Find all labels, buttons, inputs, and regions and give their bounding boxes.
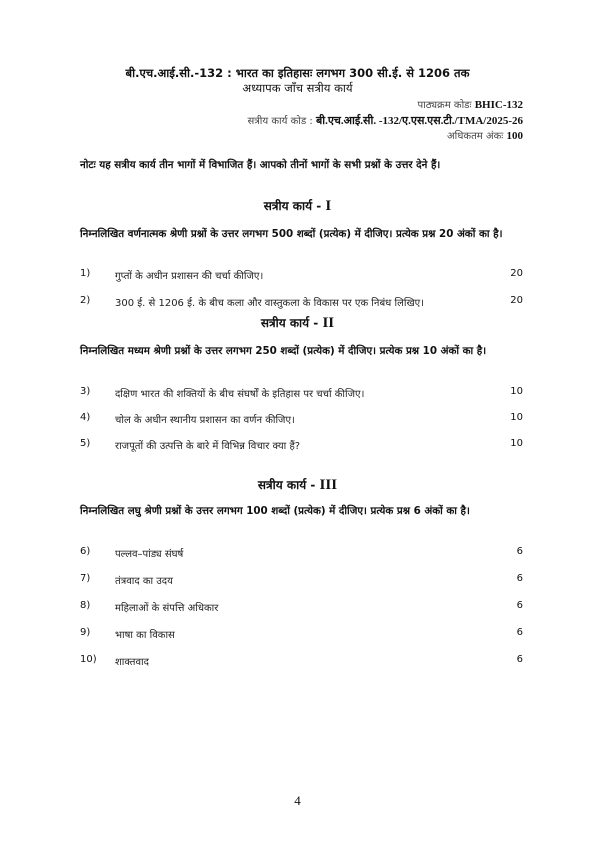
assignment-title: अध्यापक जाँच सत्रीय कार्य — [242, 81, 353, 95]
question-row — [80, 627, 525, 643]
question-number: 4) — [80, 412, 91, 423]
question-marks: 6 — [516, 600, 523, 611]
question-text: चोल के अधीन स्थानीय प्रशासन का वर्णन कीजिए। — [115, 415, 295, 426]
question-number: 10) — [80, 654, 97, 665]
question-marks: 6 — [516, 627, 523, 638]
question-number: 7) — [80, 573, 91, 584]
question-number: 6) — [80, 546, 91, 557]
question-marks: 10 — [510, 438, 523, 449]
section-instruction-1: निम्नलिखित वर्णनात्मक श्रेणी प्रश्नों के उत्तर लगभग 500 शब्दों (प्रत्येक) में दीजिए। प्रत्येक प्रश्न 20 अंकों का है। — [80, 228, 503, 240]
section-numeral: II — [322, 315, 335, 331]
question-text: 300 ई. से 1206 ई. के बीच कला और वास्तुकला के विकास पर एक निबंध लिखिए। — [115, 298, 424, 309]
question-row — [80, 268, 525, 284]
max-marks-value: 100 — [506, 130, 523, 142]
instruction-note: नोटः यह सत्रीय कार्य तीन भागों में विभाजित हैं। आपको तीनों भागों के सभी प्रश्नों के उत्तर देने हैं। — [80, 159, 441, 171]
section-heading-text: सत्रीय कार्य - — [260, 316, 319, 330]
question-marks: 6 — [516, 573, 523, 584]
section-heading-2 — [0, 314, 595, 332]
question-number: 3) — [80, 386, 91, 397]
section-heading-3 — [0, 476, 595, 494]
section-instruction-2: निम्नलिखित मध्यम श्रेणी प्रश्नों के उत्तर लगभग 250 शब्दों (प्रत्येक) में दीजिए। प्रत्येक प्रश्न 10 अंकों का है। — [80, 345, 487, 357]
question-row — [80, 546, 525, 562]
question-text: शाक्तवाद — [115, 657, 149, 668]
question-text: पल्लव–पांड्य संघर्ष — [115, 549, 184, 560]
question-number: 5) — [80, 438, 91, 449]
question-row — [80, 412, 525, 428]
question-marks: 20 — [510, 268, 523, 279]
section-instruction-3: निम्नलिखित लघु श्रेणी प्रश्नों के उत्तर लगभग 100 शब्दों (प्रत्येक) में दीजिए। प्रत्येक प्रश्न 6 अंकों का है। — [80, 505, 470, 517]
question-row — [80, 295, 525, 311]
question-marks: 6 — [516, 654, 523, 665]
question-text: महिलाओं के संपत्ति अधिकार — [115, 603, 219, 614]
assignment-code-label: सत्रीय कार्य कोड : — [247, 116, 313, 127]
section-heading-1 — [0, 197, 595, 215]
question-number: 2) — [80, 295, 91, 306]
course-title: बी.एच.आई.सी.-132 : भारत का इतिहासः लगभग 300 सी.ई. से 1206 तक — [125, 66, 470, 80]
assignment-code-value: बी.एच.आई.सी. -132/ए.एस.एस.टी./TMA/2025-26 — [315, 115, 523, 127]
section-numeral: I — [325, 198, 332, 214]
question-row — [80, 600, 525, 616]
course-code — [417, 97, 523, 111]
section-heading-text: सत्रीय कार्य - — [263, 199, 322, 213]
course-code-value: BHIC-132 — [474, 99, 523, 111]
question-number: 9) — [80, 627, 91, 638]
max-marks — [447, 128, 523, 142]
question-row — [80, 438, 525, 454]
section-heading-text: सत्रीय कार्य - — [257, 478, 316, 492]
question-row — [80, 386, 525, 402]
question-text: भाषा का विकास — [115, 630, 175, 641]
assignment-code — [247, 113, 523, 128]
question-text: दक्षिण भारत की शक्तियों के बीच संघर्षों के इतिहास पर चर्चा कीजिए। — [115, 389, 365, 400]
question-row — [80, 654, 525, 670]
question-marks: 6 — [516, 546, 523, 557]
section-numeral: III — [319, 477, 338, 493]
question-text: राजपूतों की उत्पत्ति के बारे में विभिन्न विचार क्या हैं? — [115, 441, 301, 452]
question-number: 8) — [80, 600, 91, 611]
question-marks: 10 — [510, 412, 523, 423]
max-marks-label: अधिकतम अंकः — [447, 131, 504, 142]
question-text: गुप्तों के अधीन प्रशासन की चर्चा कीजिए। — [115, 271, 264, 282]
question-marks: 20 — [510, 295, 523, 306]
question-number: 1) — [80, 268, 91, 279]
course-code-label: पाठ्यक्रम कोडः — [417, 100, 472, 111]
page-number: 4 — [294, 793, 301, 808]
question-marks: 10 — [510, 386, 523, 397]
question-text: तंत्रवाद का उदय — [115, 576, 173, 587]
question-row — [80, 573, 525, 589]
